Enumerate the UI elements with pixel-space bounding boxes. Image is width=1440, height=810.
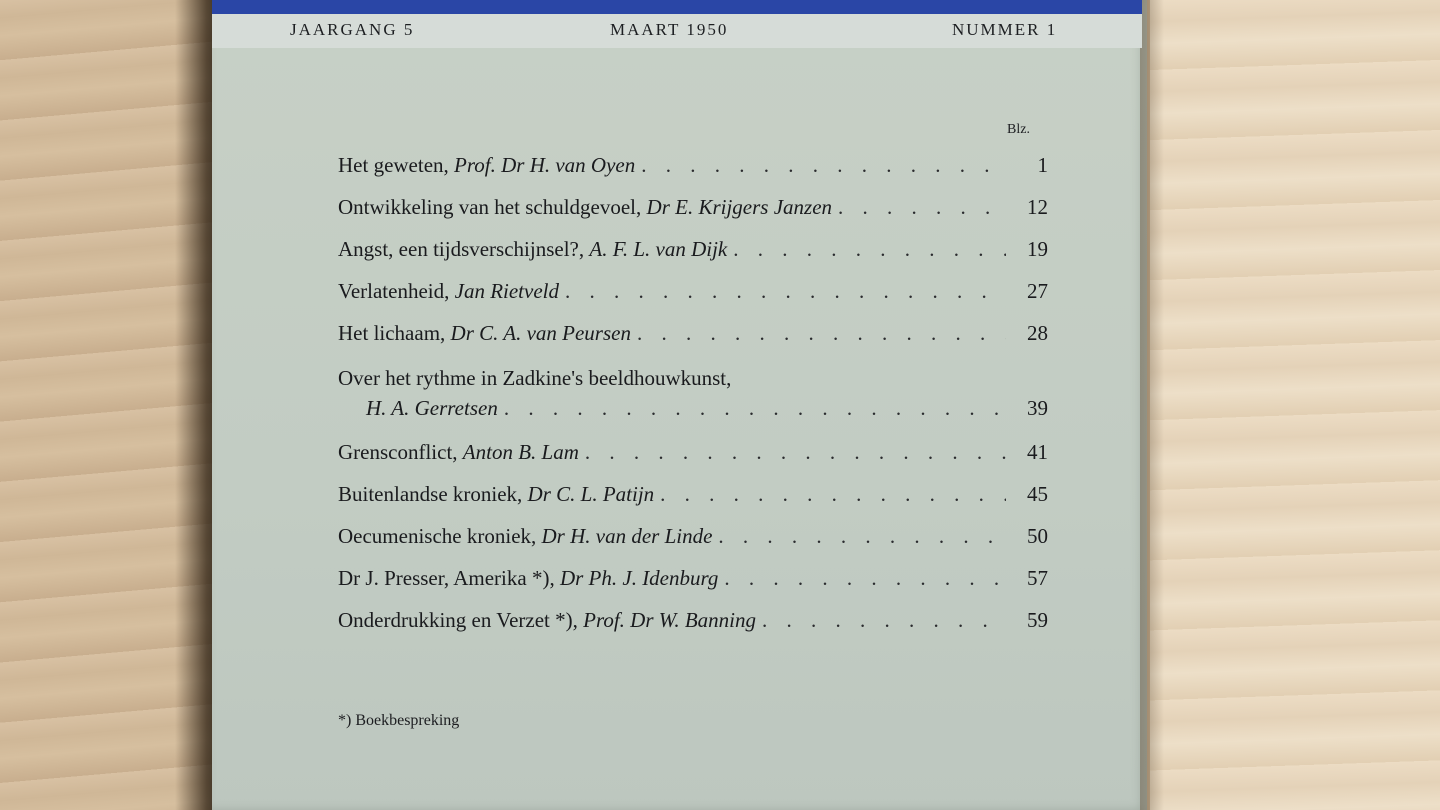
entry-author: Dr C. A. van Peursen — [450, 321, 631, 345]
toc-entry[interactable] — [338, 237, 1048, 267]
entry-page: 45 — [1027, 482, 1048, 506]
entry-page: 12 — [1027, 195, 1048, 219]
entry-title: Het geweten, — [338, 153, 449, 177]
entry-page: 28 — [1027, 321, 1048, 345]
entry-title: Dr J. Presser, Amerika *), — [338, 566, 555, 590]
dot-leader — [637, 321, 1006, 346]
toc-entry[interactable] — [338, 440, 1048, 470]
volume-label: JAARGANG 5 — [290, 20, 415, 39]
issue-number: NUMMER 1 — [952, 20, 1058, 39]
page-column-label: Blz. — [1007, 122, 1030, 137]
entry-title: Buitenlandse kroniek, — [338, 482, 523, 506]
issue-date: MAART 1950 — [610, 20, 729, 39]
entry-author: Dr Ph. J. Idenburg — [559, 566, 719, 590]
cover-blue-band — [212, 0, 1142, 14]
dot-leader — [733, 237, 1006, 262]
dot-leader — [504, 396, 1006, 421]
toc-entry[interactable] — [338, 396, 1048, 426]
entry-author: Jan Rietveld — [454, 279, 559, 303]
dot-leader — [660, 482, 1006, 507]
entry-page: 19 — [1027, 237, 1048, 261]
toc-entry[interactable] — [338, 566, 1048, 596]
entry-title: Onderdrukking en Verzet *), — [338, 608, 578, 632]
entry-author: Anton B. Lam — [462, 440, 579, 464]
entry-author: Dr E. Krijgers Janzen — [646, 195, 833, 219]
toc-entry[interactable] — [338, 524, 1048, 554]
entry-title: Grensconflict, — [338, 440, 458, 464]
footnote-book-review: *) Boekbespreking — [338, 712, 460, 729]
toc-entry[interactable] — [338, 153, 1048, 183]
entry-title: Het lichaam, — [338, 321, 446, 345]
table-surface-right — [1150, 0, 1440, 810]
entry-page: 41 — [1027, 440, 1048, 464]
toc-entry[interactable] — [338, 482, 1048, 512]
entry-author: Dr H. van der Linde — [541, 524, 713, 548]
toc-entry[interactable] — [338, 321, 1048, 351]
page-shadow-right — [1140, 0, 1164, 810]
entry-author: A. F. L. van Dijk — [589, 237, 728, 261]
dot-leader — [724, 566, 1006, 591]
entry-title: Oecumenische kroniek, — [338, 524, 537, 548]
dot-leader — [641, 153, 1006, 178]
entry-author: Prof. Dr W. Banning — [583, 608, 756, 632]
entry-title: Ontwikkeling van het schuldgevoel, — [338, 195, 642, 219]
entry-page: 27 — [1027, 279, 1048, 303]
entry-page: 50 — [1027, 524, 1048, 548]
dot-leader — [565, 279, 1006, 304]
entry-page: 59 — [1027, 608, 1048, 632]
dot-leader — [838, 195, 1006, 220]
dot-leader — [718, 524, 1006, 549]
toc-entry[interactable] — [338, 195, 1048, 225]
entry-page: 57 — [1027, 566, 1048, 590]
entry-page: 1 — [1037, 153, 1048, 177]
toc-entry[interactable] — [338, 608, 1048, 638]
entry-title: Angst, een tijdsverschijnsel?, — [338, 237, 585, 261]
entry-page: 39 — [1027, 396, 1048, 420]
entry-title-multiline[interactable]: Over het rythme in Zadkine's beeldhouwkunst, — [338, 366, 732, 390]
entry-author: H. A. Gerretsen — [366, 396, 498, 420]
toc-entry[interactable] — [338, 279, 1048, 309]
entry-author: Dr C. L. Patijn — [527, 482, 655, 506]
dot-leader — [762, 608, 1006, 633]
dot-leader — [585, 440, 1006, 465]
entry-title: Verlatenheid, — [338, 279, 450, 303]
entry-author: Prof. Dr H. van Oyen — [454, 153, 636, 177]
